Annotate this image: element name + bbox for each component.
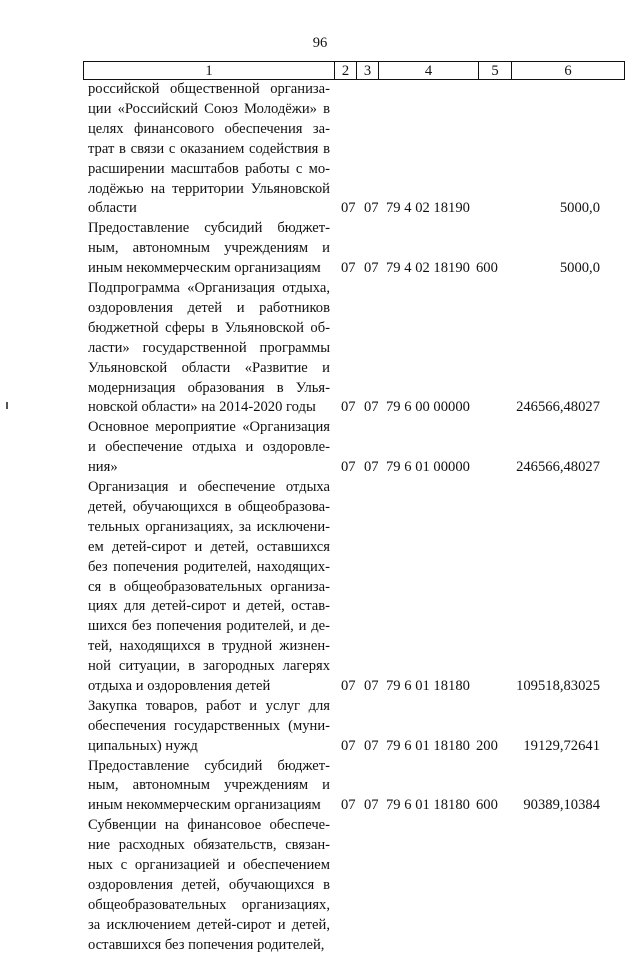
row-c2: 07 [341,200,356,217]
row-c6: 246566,48027 [516,399,600,416]
description-line: оставшихся без попечения родителей, [88,936,325,953]
row-description [88,80,330,219]
description-line: модернизация образования в Улья- [88,379,330,396]
row-c3: 07 [364,797,379,814]
row-description [88,279,330,418]
row-c2: 07 [341,399,356,416]
description-line: оздоровления детей, обучающихся в [88,876,330,893]
table-row [0,80,640,219]
description-line: Подпрограмма «Организация отдыха, [88,279,330,296]
description-line: ных с организацией и обеспечением [88,857,330,874]
description-line: тельных организациях, за исключени- [88,518,330,535]
page-number: 96 [312,35,328,51]
description-line: ным, автономным учреждениям и [88,240,330,257]
description-line: шихся без попечения родителей, и де- [88,618,330,635]
description-line: лодёжью на территории Ульяновской [88,180,330,197]
row-c6: 109518,83025 [516,677,600,694]
description-line: ным, автономным учреждениям и [88,777,330,794]
description-line: ции «Российский Союз Молодёжи» в [88,100,330,117]
table-row [0,478,640,697]
description-line: ципальных) нужд [88,737,198,754]
row-c2: 07 [341,737,356,754]
row-description [88,418,330,478]
description-line: без попечения родителей, находящих- [88,558,330,575]
row-c2: 07 [341,677,356,694]
table-row [0,418,640,478]
row-c6: 5000,0 [559,260,600,277]
description-line: Предоставление субсидий бюджет- [88,757,330,774]
row-c6: 19129,72641 [523,737,600,754]
description-line: расширении масштабов работы с мо- [88,160,330,177]
table-body [0,80,640,956]
description-line: российской общественной организа- [88,81,330,97]
description-line: ние расходных обязательств, связан- [88,837,330,854]
description-line: целях финансового обеспечения за- [88,120,330,137]
description-line: общеобразовательных организациях, [88,896,330,913]
description-line: и обеспечение отдыха и оздоровле- [88,439,330,456]
table-row [0,219,640,279]
description-line: Организация и обеспечение отдыха [88,478,330,495]
description-line: тей, находящихся в трудной жизнен- [88,638,330,655]
row-c3: 07 [364,459,379,476]
row-c3: 07 [364,200,379,217]
description-line: ся в общеобразовательных организа- [88,578,330,595]
row-description [88,697,330,757]
row-c3: 07 [364,677,379,694]
description-line: области [88,200,137,217]
description-line: новской области» на 2014-2020 годы [88,399,316,416]
header-col-4: 4 [378,61,479,80]
header-col-6: 6 [511,61,625,80]
description-line: ной ситуации, в загородных лагерях [88,658,330,675]
row-c3: 07 [364,260,379,277]
description-line: детей, обучающихся в общеобразова- [88,498,330,515]
header-col-3: 3 [356,61,379,80]
row-c6: 5000,0 [559,200,600,217]
row-description [88,816,330,955]
row-c2: 07 [341,459,356,476]
row-c6: 246566,48027 [516,459,600,476]
table-row [0,816,640,955]
row-c5: 600 [476,260,498,277]
header-col-5: 5 [478,61,512,80]
table-row [0,697,640,757]
description-line: Предоставление субсидий бюджет- [88,220,330,237]
row-c5: 200 [476,737,498,754]
row-c2: 07 [341,797,356,814]
description-line: отдыха и оздоровления детей [88,678,271,695]
header-col-1: 1 [83,61,335,80]
scan-mark [6,402,8,409]
description-line: оздоровления детей и работников [88,299,330,316]
row-c4: 79 6 01 18180 [386,737,470,754]
row-c3: 07 [364,737,379,754]
description-line: Закупка товаров, работ и услуг для [88,697,330,714]
row-c2: 07 [341,260,356,277]
table-row [0,757,640,817]
row-c4: 79 6 01 18180 [386,797,470,814]
description-line: ния» [88,459,118,476]
description-line: циях для детей-сирот и детей, остав- [88,598,330,615]
row-c5: 600 [476,797,498,814]
description-line: иным некоммерческим организациям [88,797,321,814]
row-c4: 79 6 01 18180 [386,677,470,694]
table-row [0,279,640,418]
header-col-2: 2 [334,61,357,80]
description-line: за исключением детей-сирот и детей, [88,916,330,933]
row-c4: 79 6 00 00000 [386,399,470,416]
row-description [88,757,330,817]
row-c6: 90389,10384 [523,797,600,814]
row-c4: 79 6 01 00000 [386,459,470,476]
description-line: ласти» государственной программы [88,339,330,356]
row-description [88,219,330,279]
description-line: обеспечения государственных (муни- [88,717,330,734]
row-c4: 79 4 02 18190 [386,200,470,217]
description-line: Субвенции на финансовое обеспече- [88,817,330,834]
row-c4: 79 4 02 18190 [386,260,470,277]
row-description [88,478,330,697]
description-line: бюджетной сферы в Ульяновской об- [88,319,330,336]
description-line: трат в связи с оказанием содействия в [88,140,330,157]
description-line: Ульяновской области «Развитие и [88,359,330,376]
description-line: Основное мероприятие «Организация [88,419,330,436]
description-line: иным некоммерческим организациям [88,260,321,277]
row-c3: 07 [364,399,379,416]
description-line: ем детей-сирот и детей, оставшихся [88,538,330,555]
